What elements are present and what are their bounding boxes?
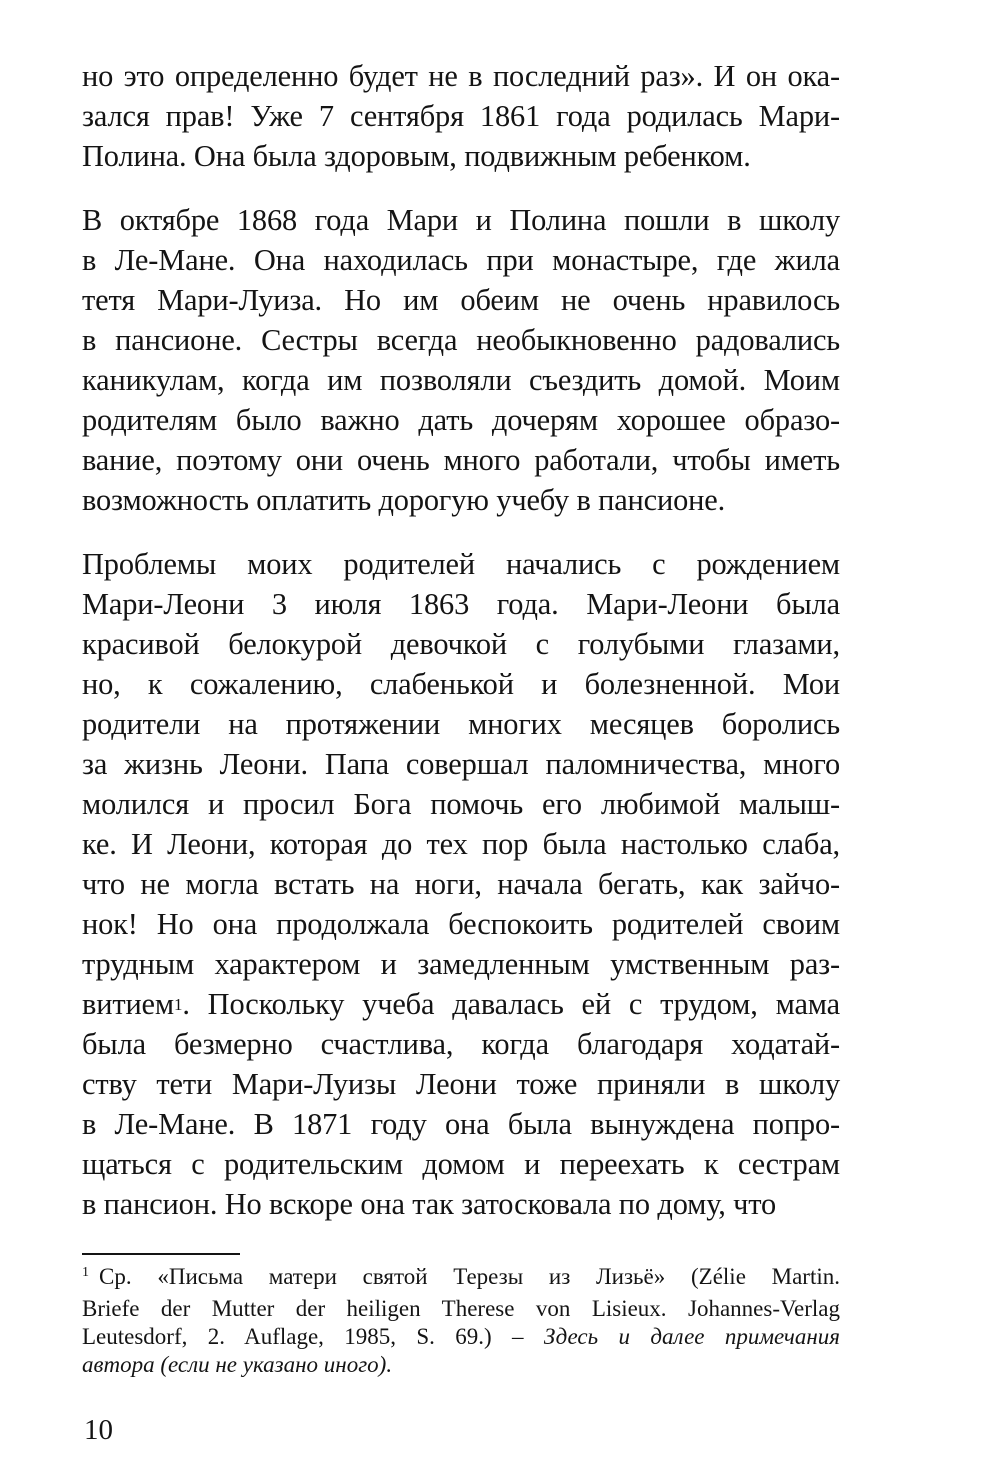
text-line: ке. И Леони, которая до тех пор была настолько слаба, [82, 827, 840, 861]
paragraph-3 [82, 544, 840, 1224]
text-line: тетя Мари-Луиза. Но им обеим не очень нравилось [82, 283, 840, 317]
text-line: нок! Но она продолжала беспокоить родителей своим [82, 907, 840, 941]
text-line: В октябре 1868 года Мари и Полина пошли в школу [82, 203, 840, 237]
paragraph-1 [82, 56, 840, 176]
footnote-marker: 1 [82, 1265, 89, 1280]
text-line: Полина. Она была здоровым, подвижным ребенком. [82, 139, 751, 173]
text-line: за жизнь Леони. Папа совершал паломничества, много [82, 747, 840, 781]
paragraph-2 [82, 200, 840, 520]
text-line: была безмерно счастлива, когда благодаря ходатай- [82, 1027, 840, 1061]
footnote-text: Leutesdorf, 2. Auflage, 1985, S. 69.) – [82, 1324, 544, 1349]
text-line: в Ле-Мане. В 1871 году она была вынуждена попро- [82, 1107, 840, 1141]
text-line: красивой белокурой девочкой с голубыми глазами, [82, 627, 840, 661]
text-line: но, к сожалению, слабенькой и болезненной. Мои [82, 667, 840, 701]
text-line: родители на протяжении многих месяцев боролись [82, 707, 840, 741]
text-line: Мари-Леони 3 июля 1863 года. Мари-Леони была [82, 587, 840, 621]
text-line: Проблемы моих родителей начались с рождением [82, 547, 840, 581]
footnote-line [82, 1323, 840, 1351]
footnote-line [82, 1351, 840, 1379]
text-line: вание, поэтому они очень много работали, чтобы иметь [82, 443, 840, 477]
text-line: в пансион. Но вскоре она так затосковала по дому, что [82, 1187, 777, 1221]
footnote [82, 1263, 840, 1379]
text-line: молился и просил Бога помочь его любимой малыш- [82, 787, 840, 821]
text-line: в Ле-Мане. Она находилась при монастыре, где жила [82, 243, 840, 277]
footnote-reference[interactable]: 1 [173, 995, 183, 1014]
text-line: щаться с родительским домом и переехать к сестрам [82, 1147, 840, 1181]
footnote-text: Ср. «Письма матери святой Терезы из Лизьё» (Zélie Martin. [99, 1264, 840, 1289]
footnote-italic-text: автора (если не указано иного). [82, 1352, 393, 1377]
text-line: каникулам, когда им позволяли съездить домой. Моим [82, 363, 840, 397]
text-line: трудным характером и замедленным умственным раз- [82, 947, 840, 981]
text-line: ству тети Мари-Луизы Леони тоже приняли в школу [82, 1067, 840, 1101]
text-line: в пансионе. Сестры всегда необыкновенно радовались [82, 323, 840, 357]
footnote-line [82, 1263, 840, 1295]
text-line: что не могла встать на ноги, начала бегать, как зайчо- [82, 867, 840, 901]
text-line: возможность оплатить дорогую учебу в пансионе. [82, 483, 726, 517]
text-line: родителям было важно дать дочерям хорошее образо- [82, 403, 840, 437]
footnote-italic-text: Здесь и далее примечания [543, 1324, 841, 1349]
text-line-with-footnote [82, 984, 840, 1024]
text-fragment: витием [82, 987, 174, 1021]
text-line: зался прав! Уже 7 сентября 1861 года родилась Мари- [82, 99, 840, 133]
footnote-line: Briefe der Mutter der heiligen Therese von Lisieux. Johannes-Verlag [82, 1296, 840, 1321]
footnote-divider [82, 1253, 240, 1255]
page-number: 10 [84, 1414, 113, 1446]
main-text [82, 56, 840, 1224]
text-line: но это определенно будет не в последний раз». И он ока- [82, 59, 840, 93]
text-fragment: . Поскольку учеба давалась ей с трудом, мама [182, 987, 840, 1021]
